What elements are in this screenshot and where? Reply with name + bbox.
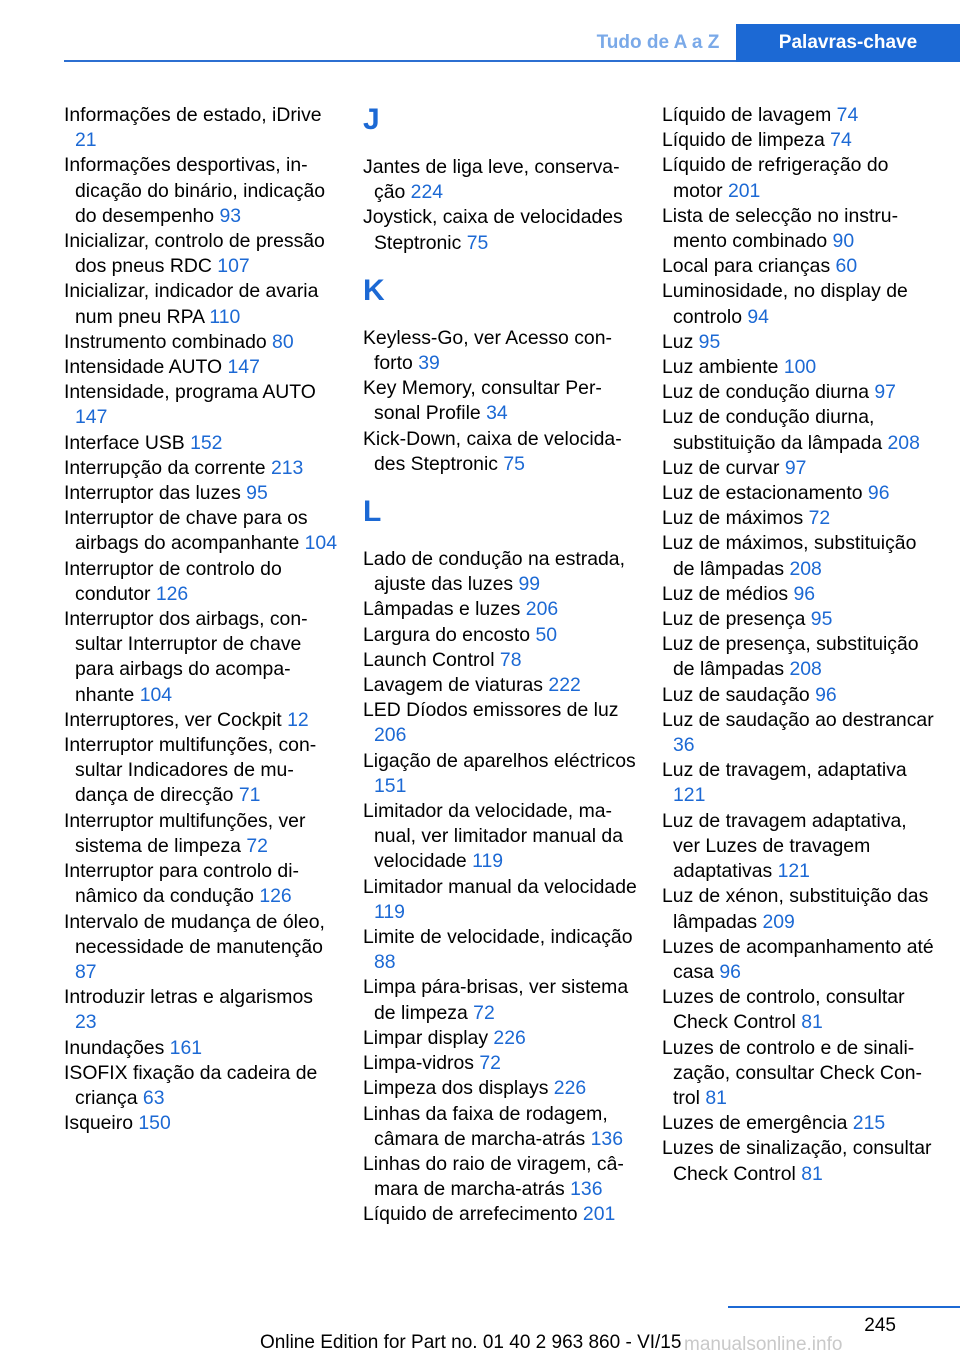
index-entry-text: Intensidade AUTO	[64, 356, 223, 379]
index-entry	[662, 607, 937, 632]
page-reference-link[interactable]: 71	[238, 784, 261, 807]
section-gap	[363, 256, 638, 274]
index-entry	[64, 910, 339, 986]
page-reference-link[interactable]: 74	[830, 129, 852, 152]
index-entry	[64, 1061, 339, 1111]
watermark: manualsonline.info	[684, 1334, 843, 1355]
index-entry	[662, 1036, 937, 1112]
page-number: 245	[864, 1315, 896, 1336]
index-entry	[363, 597, 638, 622]
index-entry-text: Limitador manual da velocidade	[363, 875, 637, 898]
page-reference-link[interactable]: 208	[789, 557, 822, 580]
index-entry	[662, 506, 937, 531]
index-entry	[64, 809, 339, 859]
index-entry	[64, 506, 339, 556]
index-entry-text: Interruptor multifunções, consultar Indicadores de mudança de direcção	[64, 734, 317, 807]
page-reference-link[interactable]: 81	[801, 1162, 823, 1185]
index-entry	[64, 985, 339, 1035]
index-entry	[662, 632, 937, 682]
index-entry-text: Interruptor das luzes	[64, 482, 241, 505]
index-entry-text: Informações desportivas, indicação do binário, indicação do desempenho	[64, 154, 326, 227]
page-reference-link[interactable]: 75	[503, 452, 525, 475]
page-reference-link[interactable]: 107	[217, 255, 250, 278]
page-reference-link[interactable]: 104	[139, 683, 173, 706]
index-entry-text: Linhas da faixa de rodagem, câmara de marcha-atrás	[363, 1102, 608, 1150]
page-reference-link[interactable]: 80	[272, 330, 294, 353]
page-reference-link[interactable]: 213	[270, 456, 304, 479]
index-entry-text: Limitador da velocidade, manual, ver limitador manual da velocidade	[363, 800, 623, 873]
index-entry-text: Luzes de emergência	[662, 1112, 848, 1135]
page-reference-link[interactable]: 78	[499, 648, 522, 671]
index-entry	[662, 204, 937, 254]
index-entry-text: Luminosidade, no display de controlo	[662, 280, 908, 328]
page-reference-link[interactable]: 95	[810, 608, 833, 631]
index-entry-text: Luz de saudação ao destrancar	[662, 708, 934, 731]
index-entry	[363, 799, 638, 875]
page-reference-link[interactable]: 72	[808, 507, 831, 530]
index-entry-text: Lista de selecção no instrumento combinado	[662, 204, 899, 253]
index-entry-text: ISOFIX fixação da cadeira de criança	[64, 1061, 318, 1109]
index-entry	[662, 456, 937, 481]
index-entry-text: Luz	[662, 330, 694, 353]
index-entry-text: Interrupção da corrente	[64, 456, 266, 479]
index-entry	[363, 1026, 638, 1051]
page-reference-link[interactable]: 226	[493, 1026, 526, 1049]
index-entry-text: Interruptor dos airbags, consultar Interruptor de chave para airbags do acompanhante	[64, 608, 308, 706]
page-reference-link[interactable]: 23	[75, 1011, 97, 1034]
index-entry	[64, 279, 339, 329]
index-entry	[662, 380, 937, 405]
index-entry-text: Líquido de arrefecimento	[363, 1203, 578, 1226]
section-gap	[363, 477, 638, 495]
index-entry-text: Luzes de sinalização, consultar Check Control	[662, 1137, 932, 1185]
index-entry-text: Inundações	[64, 1036, 165, 1059]
index-entry	[64, 557, 339, 607]
index-entry-text: LED Díodos emissores de luz	[363, 699, 619, 722]
page-reference-link[interactable]: 150	[138, 1112, 171, 1135]
page-reference-link[interactable]: 147	[227, 356, 260, 379]
index-entry-text: Joystick, caixa de velocidades Steptronic	[363, 206, 623, 254]
page-reference-link[interactable]: 119	[472, 850, 504, 873]
index-entry	[662, 884, 937, 934]
page-reference-link[interactable]: 50	[535, 623, 558, 646]
index-entry-text: Kick-Down, caixa de velocidades Steptronic	[363, 427, 622, 475]
page-reference-link[interactable]: 201	[727, 179, 761, 202]
index-entry-text: Luz de máximos, substituição de lâmpadas	[662, 532, 917, 580]
index-entry	[662, 481, 937, 506]
index-entry-text: Interruptor para controlo dinâmico da condução	[64, 860, 299, 908]
page-reference-link[interactable]: 81	[705, 1086, 727, 1109]
index-entry-text: Luz de estacionamento	[662, 482, 863, 505]
index-entry	[363, 1102, 638, 1152]
index-entry	[662, 405, 937, 455]
index-entry-text: Luz de curvar	[662, 456, 780, 479]
index-entry-text: Informações de estado, iDrive	[64, 104, 322, 126]
index-entry-text: Introduzir letras e algarismos	[64, 986, 313, 1009]
index-entry-text: Intensidade, programa AUTO	[64, 381, 316, 404]
index-entry-text: Lavagem de viaturas	[363, 674, 544, 697]
index-letter-heading: L	[363, 495, 382, 529]
index-entry-text: Limpeza dos displays	[363, 1077, 549, 1100]
index-entry-text: Luzes de controlo, consultar Check Control	[662, 986, 905, 1034]
page-reference-link[interactable]: 215	[852, 1112, 886, 1135]
index-entry-text: Luz de xénon, substituição das lâmpadas	[662, 885, 929, 933]
index-entry-text: Luz de condução diurna, substituição da lâmpada	[662, 406, 883, 454]
page-reference-link[interactable]: 224	[410, 181, 444, 204]
index-entry-text: Keyless-Go, ver Acesso conforto	[363, 326, 612, 375]
index-entry-text: Limpa-vidros	[363, 1052, 474, 1075]
page-reference-link[interactable]: 152	[190, 431, 223, 454]
active-tab[interactable]: Palavras-chave	[736, 24, 960, 62]
page-reference-link[interactable]: 119	[374, 900, 405, 923]
index-entry	[64, 103, 339, 153]
index-entry	[363, 427, 638, 477]
index-entry	[662, 582, 937, 607]
index-entry	[662, 985, 937, 1035]
page-reference-link[interactable]: 222	[548, 674, 581, 697]
index-entry	[662, 935, 937, 985]
index-entry-text: Interruptor de chave para os airbags do acompanhante	[64, 507, 308, 555]
index-entry-text: Key Memory, consultar Personal Profile	[363, 377, 602, 425]
index-entry-text: Luz de presença	[662, 608, 806, 631]
index-entry	[363, 673, 638, 698]
index-entry	[64, 153, 339, 229]
page-reference-link[interactable]: 126	[155, 582, 189, 605]
index-entry-text: Limite de velocidade, indicação	[363, 926, 633, 949]
page-reference-link[interactable]: 136	[590, 1127, 623, 1150]
index-entry-text: Interruptor de controlo do condutor	[64, 557, 282, 605]
index-entry	[64, 355, 339, 380]
page-reference-link[interactable]: 81	[801, 1011, 823, 1034]
index-entry-text: Líquido de refrigeração do motor	[662, 154, 889, 202]
page-reference-link[interactable]: 72	[479, 1052, 501, 1075]
page-reference-link[interactable]: 208	[887, 431, 920, 454]
index-entry	[363, 1152, 638, 1202]
index-entry-text: Luz de médios	[662, 582, 789, 605]
index-entry	[662, 254, 937, 279]
index-entry-text: Luzes de acompanhamento até casa	[662, 935, 934, 983]
index-entry-text: Luz ambiente	[662, 356, 779, 379]
index-entry	[662, 683, 937, 708]
page-reference-link[interactable]: 226	[553, 1077, 587, 1100]
index-entry	[64, 456, 339, 481]
index-entry-text: Interruptores, ver Cockpit	[64, 708, 282, 731]
page-reference-link[interactable]: 87	[75, 960, 97, 983]
index-entry-text: Jantes de liga leve, conservação	[363, 156, 620, 204]
index-entry-text: Lado de condução na estrada, ajuste das luzes	[363, 548, 625, 596]
page-reference-link[interactable]: 93	[219, 204, 242, 227]
index-entry-text: Inicializar, indicador de avaria num pneu RPA	[64, 280, 319, 328]
index-column-3	[662, 103, 937, 1187]
index-entry-text: Luz de máximos	[662, 507, 804, 530]
page-reference-link[interactable]: 97	[874, 381, 896, 404]
index-entry	[662, 153, 937, 203]
page-reference-link[interactable]: 110	[209, 305, 241, 328]
index-entry	[363, 925, 638, 975]
index-entry-text: Launch Control	[363, 648, 495, 671]
index-entry	[662, 1111, 937, 1136]
page-reference-link[interactable]: 96	[815, 683, 837, 706]
index-entry-text: Lâmpadas e luzes	[363, 598, 521, 621]
index-entry-text: Luzes de controlo e de sinalização, consultar Check Control	[662, 1036, 922, 1109]
index-entry	[64, 733, 339, 809]
page-reference-link[interactable]: 201	[582, 1203, 616, 1226]
page-reference-link[interactable]: 88	[374, 951, 396, 974]
page-reference-link[interactable]: 136	[570, 1178, 603, 1201]
index-entry	[662, 330, 937, 355]
index-entry-text: Líquido de lavagem	[662, 104, 832, 126]
page-reference-link[interactable]: 96	[719, 960, 741, 983]
index-entry	[64, 859, 339, 909]
index-entry-text: Luz de travagem adaptativa, ver Luzes de travagem adaptativas	[662, 809, 907, 883]
page-reference-link[interactable]: 206	[374, 724, 407, 747]
page-reference-link[interactable]: 39	[418, 352, 440, 375]
index-entry	[363, 975, 638, 1025]
page-reference-link[interactable]: 34	[486, 402, 508, 425]
index-entry	[363, 698, 638, 748]
index-entry	[363, 749, 638, 799]
page-reference-link[interactable]: 60	[835, 255, 858, 278]
page-reference-link[interactable]: 209	[762, 910, 795, 933]
index-entry	[64, 431, 339, 456]
page-reference-link[interactable]: 121	[673, 784, 706, 807]
index-entry	[363, 623, 638, 648]
index-entry-text: Líquido de limpeza	[662, 129, 825, 152]
index-entry	[363, 1202, 638, 1227]
index-entry	[662, 103, 937, 128]
index-entry-text: Interruptor multifunções, ver sistema de limpeza	[64, 809, 306, 857]
index-entry	[662, 758, 937, 808]
page-reference-link[interactable]: 99	[518, 573, 541, 596]
index-entry-text: Luz de travagem, adaptativa	[662, 759, 907, 782]
page-reference-link[interactable]: 74	[836, 104, 859, 126]
index-entry-text: Limpa pára-brisas, ver sistema de limpeza	[363, 976, 629, 1024]
page-reference-link[interactable]: 104	[304, 532, 337, 555]
index-entry	[662, 809, 937, 885]
footer-rule	[728, 1306, 960, 1308]
page-reference-link[interactable]: 90	[832, 230, 855, 253]
index-entry	[662, 531, 937, 581]
page-reference-link[interactable]: 96	[867, 482, 890, 505]
page-reference-link[interactable]: 151	[374, 774, 407, 797]
index-entry	[662, 708, 937, 758]
page-reference-link[interactable]: 161	[169, 1036, 203, 1059]
page-reference-link[interactable]: 100	[783, 356, 817, 379]
index-entry	[363, 376, 638, 426]
index-column-2	[363, 103, 638, 1228]
index-entry-text: Interface USB	[64, 431, 185, 454]
index-entry	[363, 1076, 638, 1101]
index-entry-text: Luz de condução diurna	[662, 381, 869, 404]
index-entry	[64, 607, 339, 708]
index-entry-text: Luz de saudação	[662, 683, 810, 706]
index-entry-text: Luz de presença, substituição de lâmpadas	[662, 633, 919, 681]
page-reference-link[interactable]: 208	[789, 658, 822, 681]
page-reference-link[interactable]: 147	[75, 406, 108, 429]
page-reference-link[interactable]: 95	[698, 330, 721, 353]
index-letter-heading: K	[363, 273, 385, 307]
page-reference-link[interactable]: 121	[777, 860, 810, 883]
index-entry	[64, 708, 339, 733]
index-entry-text: Ligação de aparelhos eléctricos	[363, 749, 636, 772]
index-entry	[662, 279, 937, 329]
index-entry-text: Inicializar, controlo de pressão dos pneus RDC	[64, 230, 325, 278]
index-entry	[64, 1036, 339, 1061]
page-reference-link[interactable]: 63	[142, 1086, 165, 1109]
page-reference-link[interactable]: 94	[747, 305, 769, 328]
index-entry	[64, 380, 339, 430]
page-reference-link[interactable]: 72	[473, 1001, 495, 1024]
index-entry	[363, 648, 638, 673]
index-entry	[662, 355, 937, 380]
index-column-1	[64, 103, 339, 1136]
page-reference-link[interactable]: 36	[673, 734, 695, 757]
index-entry	[363, 875, 638, 925]
section-tab[interactable]: Tudo de A a Z	[596, 32, 720, 53]
page-reference-link[interactable]: 21	[75, 129, 97, 152]
index-entry	[363, 1051, 638, 1076]
index-entry	[363, 547, 638, 597]
index-entry	[64, 1111, 339, 1136]
index-entry	[363, 205, 638, 255]
page-reference-link[interactable]: 95	[246, 482, 268, 505]
page-reference-link[interactable]: 72	[246, 834, 268, 857]
index-entry	[64, 481, 339, 506]
index-entry-text: Instrumento combinado	[64, 330, 267, 353]
page-reference-link[interactable]: 97	[784, 456, 807, 479]
index-entry-text: Limpar display	[363, 1026, 489, 1049]
index-entry	[64, 229, 339, 279]
page-reference-link[interactable]: 12	[287, 708, 309, 731]
edition-text: Online Edition for Part no. 01 40 2 963 860 - VI/15	[260, 1332, 682, 1353]
index-entry	[363, 326, 638, 376]
index-entry-text: Linhas do raio de viragem, câmara de marcha-atrás	[363, 1152, 624, 1201]
index-entry	[662, 1136, 937, 1186]
index-entry-text: Isqueiro	[64, 1112, 133, 1135]
page-reference-link[interactable]: 206	[525, 598, 559, 621]
page-reference-link[interactable]: 75	[466, 231, 489, 254]
index-entry-text: Local para crianças	[662, 255, 831, 278]
page-reference-link[interactable]: 96	[793, 582, 816, 605]
index-entry-text: Largura do encosto	[363, 623, 531, 646]
index-entry	[363, 155, 638, 205]
index-letter-heading: J	[363, 103, 380, 136]
index-entry-text: Intervalo de mudança de óleo, necessidade de manutenção	[64, 910, 325, 958]
index-entry	[662, 128, 937, 153]
index-entry	[64, 330, 339, 355]
page-reference-link[interactable]: 126	[259, 885, 292, 908]
